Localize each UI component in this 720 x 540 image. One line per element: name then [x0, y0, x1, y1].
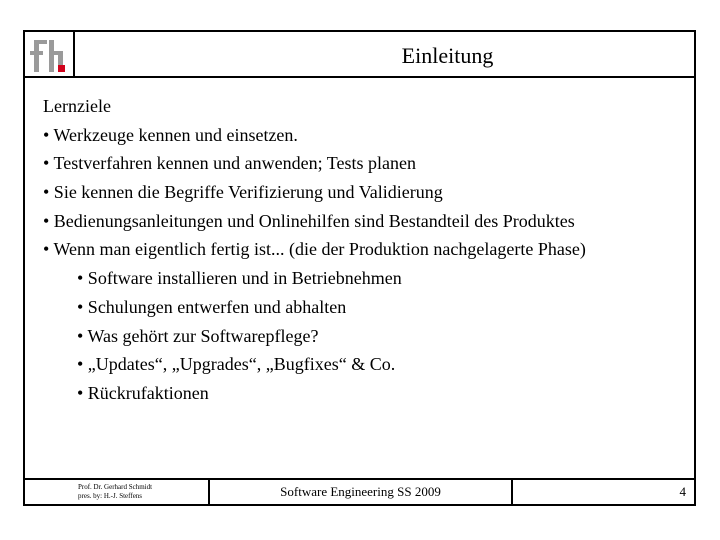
- bullet-item: • Wenn man eigentlich fertig ist... (die der Produktion nachgelagerte Phase): [43, 239, 586, 260]
- content-heading: Lernziele: [43, 96, 111, 116]
- bullet-item: • Sie kennen die Begriffe Verifizierung und Validierung: [43, 182, 443, 203]
- sub-bullet-item: • Rückrufaktionen: [77, 382, 209, 403]
- bullet-item: • Bedienungsanleitungen und Onlinehilfen sind Bestandteil des Produktes: [43, 210, 575, 231]
- slide-content: [43, 92, 683, 408]
- sub-bullet-item: • „Updates“, „Upgrades“, „Bugfixes“ & Co.: [77, 354, 396, 375]
- page-number: 4: [679, 484, 686, 499]
- sub-bullet-item: • Schulungen entwerfen und abhalten: [77, 296, 347, 317]
- sub-bullet-item: • Was gehört zur Softwarepflege?: [77, 325, 319, 346]
- footer-course: Software Engineering SS 2009: [210, 480, 513, 504]
- fh-logo: [25, 32, 75, 76]
- header-bar: [23, 30, 696, 78]
- footer-bar: [23, 478, 696, 506]
- bullet-item: • Testverfahren kennen und anwenden; Tests planen: [43, 153, 416, 174]
- footer-author: [25, 480, 210, 504]
- bullet-item: • Werkzeuge kennen und einsetzen.: [43, 124, 298, 145]
- slide-title: Einleitung: [401, 43, 494, 68]
- fh-logo-icon: [25, 32, 71, 76]
- footer-presenter-line: pres. by: H.-J. Steffens: [78, 492, 143, 500]
- footer-author-line: Prof. Dr. Gerhard Schmidt: [78, 483, 153, 491]
- sub-bullet-item: • Software installieren und in Betriebnehmen: [77, 268, 402, 289]
